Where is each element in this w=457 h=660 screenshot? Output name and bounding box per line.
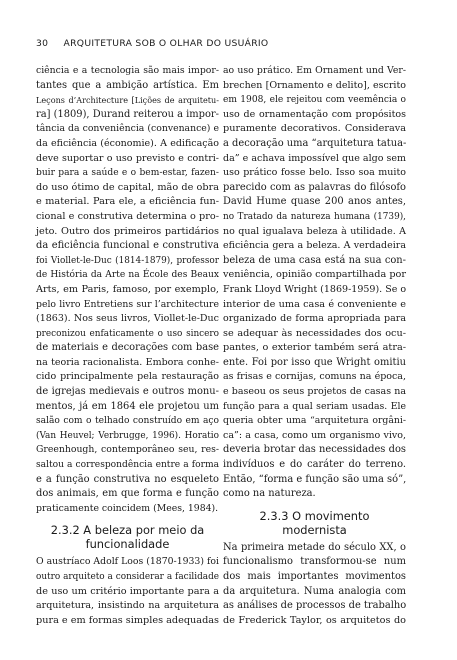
- text-line: dos mais importantes movimentos: [223, 571, 406, 582]
- text-line: ciência e a tecnologia são mais impor-: [36, 65, 219, 76]
- text-line: no Tratado da natureza humana (1739),: [223, 211, 406, 222]
- text-line: se adequar às necessidades dos ocu-: [223, 327, 406, 339]
- text-line: pelo livro Entretiens sur l’architecture: [36, 298, 219, 310]
- section-heading-2-3-2: [36, 523, 219, 551]
- text-line: interior de uma casa é conveniente e: [223, 298, 406, 310]
- right-column: [223, 64, 406, 628]
- running-title: ARQUITETURA SOB O OLHAR DO USUÁRIO: [63, 38, 269, 49]
- text-line: na teoria racionalista. Embora conhe-: [36, 356, 219, 368]
- text-line: salão com o telhado construído em aço: [36, 416, 219, 427]
- left-paragraph-1: [36, 64, 219, 516]
- text-line: deve suportar o uso previsto e contri-: [36, 152, 219, 164]
- text-line: indivíduos e do caráter do terreno.: [223, 459, 406, 471]
- text-line: Frank Lloyd Wright (1869-1959). Se o: [223, 283, 407, 295]
- text-line: foi Viollet-le-Duc (1814-1879), professor: [36, 255, 219, 266]
- right-paragraph-1: [223, 64, 406, 502]
- text-line: mentos, já em 1864 ele projetou um: [36, 400, 219, 412]
- text-line: em 1908, ele rejeitou com veemência o: [223, 95, 406, 106]
- text-line: Arts, em Paris, famoso, por exemplo,: [36, 283, 219, 295]
- text-line: de uso um critério importante para a: [36, 585, 219, 597]
- text-line: (1863). Nos seus livros, Viollet-le-Duc: [36, 313, 219, 325]
- text-line: jeto. Outro dos primeiros partidários: [36, 225, 219, 237]
- text-line: função para a qual seriam usadas. Ele: [223, 400, 406, 412]
- text-line: pantes, o exterior também será atra-: [223, 342, 406, 354]
- text-line: outro arquiteto a considerar a facilidade: [36, 572, 219, 582]
- text-line: da eficiência (économie). A edificação: [36, 137, 219, 149]
- text-line: saltou a correspondência entre a forma: [36, 460, 219, 471]
- text-line: ente. Foi por isso que Wright omitiu: [223, 356, 406, 368]
- text-line: David Hume quase 200 anos antes,: [223, 196, 406, 208]
- text-line: arquitetura, insistindo na arquitetura: [36, 600, 219, 612]
- text-line: dos animais, em que forma e função: [36, 488, 219, 500]
- text-line: Então, “forma e função são uma só”,: [223, 473, 407, 485]
- text-line: uso de ornamentação com propósitos: [223, 108, 406, 120]
- text-line: e a função construtiva no esqueleto: [36, 473, 219, 485]
- text-line: de História da Arte na École des Beaux: [36, 270, 219, 281]
- right-paragraph-2: [223, 541, 406, 629]
- text-line: a decoração uma “arquitetura tatua-: [223, 137, 407, 149]
- text-line: as análises de processos de trabalho: [223, 600, 407, 612]
- text-line: da” e achava impossível que algo sem: [223, 152, 406, 164]
- text-line: (Van Heuvel; Verbrugge, 1996). Horatio: [36, 430, 219, 441]
- text-line: ao uso prático. Em Ornament und Ver-: [223, 65, 406, 76]
- text-line: ca”: a casa, como um organismo vivo,: [223, 429, 406, 441]
- heading-line: funcionalidade: [85, 537, 170, 552]
- text-line: O austríaco Adolf Loos (1870-1933) foi: [36, 556, 219, 568]
- left-paragraph-2: [36, 555, 219, 628]
- text-line: e material. Para ele, a eficiência fun-: [36, 196, 219, 208]
- text-line: organizado de forma apropriada para: [223, 313, 406, 325]
- text-line: preconizou enfaticamente o uso sincero: [36, 328, 219, 339]
- text-line: uso prático fosse belo. Isso soa muito: [223, 167, 406, 179]
- text-line: da arquitetura. Numa analogia com: [223, 585, 406, 597]
- text-line: de materiais e decorações com base: [36, 342, 219, 354]
- text-line: queria obter uma “arquitetura orgâni-: [223, 415, 406, 427]
- text-line: como na natureza.: [223, 488, 316, 500]
- text-line: puramente decorativos. Considerava: [223, 123, 406, 135]
- text-line: brechen [Ornamento e delito], escrito: [223, 79, 406, 91]
- text-line: ra] (1809), Durand reiterou a impor-: [36, 108, 219, 120]
- running-header: [36, 38, 421, 52]
- text-line: tantes que a ambição artística. Em: [36, 79, 219, 91]
- heading-line: modernista: [282, 522, 347, 537]
- text-line: beleza de uma casa está na sua con-: [223, 254, 406, 266]
- heading-line: 2.3.3 O movimento: [259, 508, 370, 523]
- text-line: Greenhough, contemporâneo seu, res-: [36, 444, 219, 456]
- text-line: as frisas e cornijas, comuns na época,: [223, 371, 406, 383]
- text-line: da eficiência funcional e construtiva: [36, 240, 219, 252]
- text-line: de igrejas medievais e outros monu-: [36, 386, 219, 398]
- heading-line: 2.3.2 A beleza por meio da: [50, 523, 205, 538]
- text-line: pura e em formas simples adequadas: [36, 614, 220, 626]
- text-line: e baseou os seus projetos de casas na: [223, 386, 406, 398]
- text-line: cional e construtiva determina o pro-: [36, 210, 219, 222]
- text-line: buir para a saúde e o bem-estar, fazen-: [36, 168, 219, 179]
- text-line: de Frederick Taylor, os arquitetos do: [223, 614, 406, 626]
- page-number: 30: [36, 38, 49, 49]
- text-line: Leçons d’Architecture [Lições de arquitetu-: [36, 95, 219, 106]
- text-line: parecido com as palavras do filósofo: [223, 181, 406, 193]
- text-line: funcionalismo transformou-se num: [223, 556, 406, 568]
- text-line: eficiência gera a beleza. A verdadeira: [223, 240, 406, 252]
- text-line: tância da conveniência (convenance) e: [36, 123, 219, 135]
- text-line: do uso ótimo de capital, mão de obra: [36, 181, 219, 193]
- text-line: deveria brotar das necessidades dos: [223, 444, 406, 456]
- text-line: Na primeira metade do século XX, o: [223, 541, 406, 553]
- text-line: cido principalmente pela restauração: [36, 371, 219, 383]
- text-line: no qual igualava beleza à utilidade. A: [223, 225, 406, 237]
- text-line: veniência, opinião compartilhada por: [223, 269, 407, 281]
- text-line: praticamente coincidem (Mees, 1984).: [36, 502, 219, 514]
- section-heading-2-3-3: [223, 509, 406, 537]
- left-column: [36, 64, 219, 628]
